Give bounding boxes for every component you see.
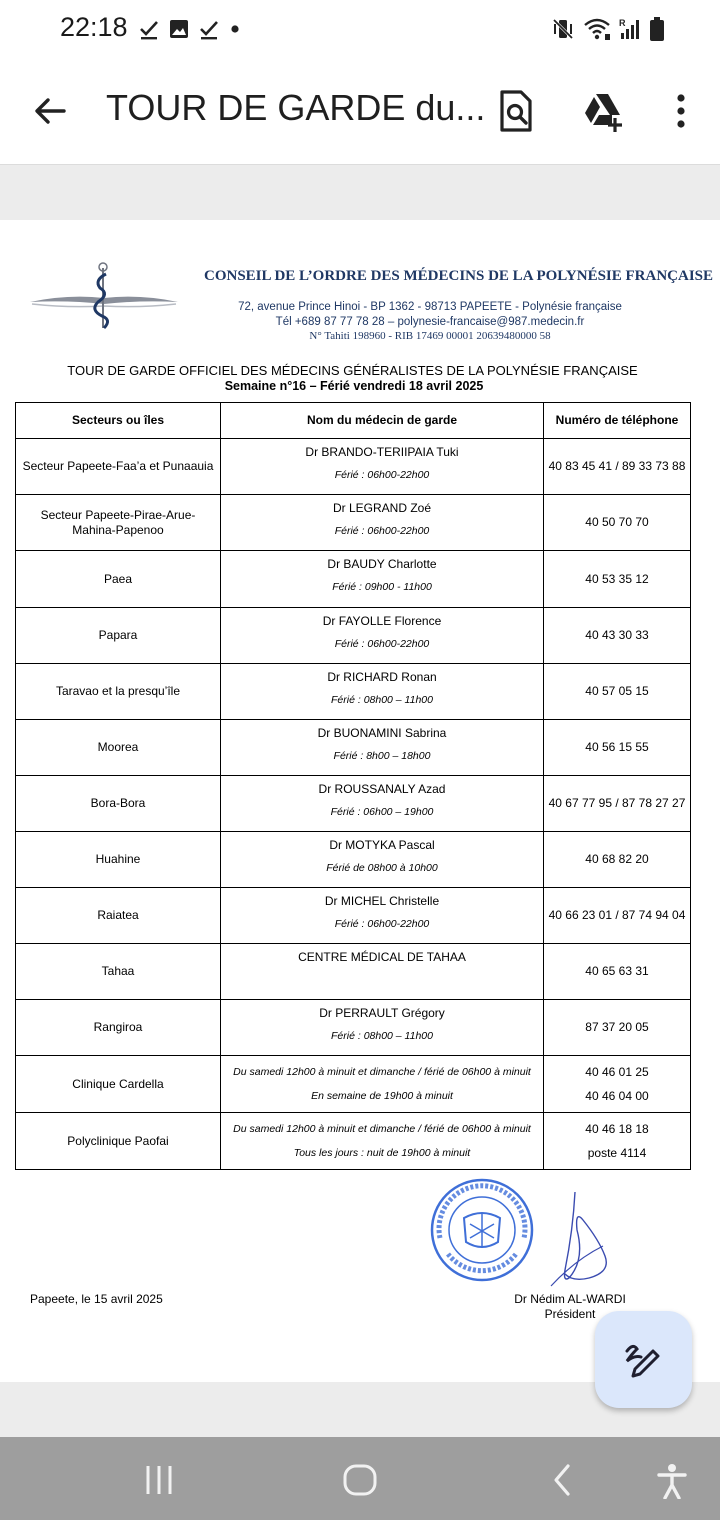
- table-row: [16, 776, 691, 832]
- hours-line: Tous les jours : nuit de 19h00 à minuit: [293, 1146, 471, 1159]
- doctor-cell: [221, 1000, 544, 1056]
- document-heading: TOUR DE GARDE OFFICIEL DES MÉDECINS GÉNÉRALISTES DE LA POLYNÉSIE FRANÇAISE: [67, 363, 638, 378]
- status-time: 22:18: [60, 12, 128, 42]
- notification-icons: [138, 16, 242, 42]
- vibrate-mute-icon: [551, 17, 575, 41]
- doctor-name: Dr MOTYKA Pascal: [329, 838, 435, 852]
- column-header: Nom du médecin de garde: [221, 403, 544, 439]
- doctor-cell: [221, 776, 544, 832]
- sector-cell: Raiatea: [16, 888, 221, 944]
- signer-name: Dr Nédim AL-WARDI: [514, 1292, 626, 1306]
- column-header: Numéro de téléphone: [544, 403, 691, 439]
- phone-cell: 40 66 23 01 / 87 74 94 04: [544, 888, 691, 944]
- back-icon[interactable]: [548, 1463, 576, 1497]
- phone-line: 40 46 01 25: [585, 1064, 649, 1079]
- table-row: [16, 888, 691, 944]
- doctor-name: Dr MICHEL Christelle: [324, 894, 440, 908]
- doctor-name: Dr FAYOLLE Florence: [322, 614, 442, 628]
- sector-cell: Huahine: [16, 832, 221, 888]
- organization-contact: Tél +689 87 77 78 28 – polynesie-francaise@987.medecin.fr: [275, 316, 585, 328]
- sector-cell: Polyclinique Paofai: [16, 1113, 221, 1170]
- wifi-icon: [583, 17, 611, 41]
- doctor-name: CENTRE MÉDICAL DE TAHAA: [298, 950, 466, 964]
- table-row: [16, 944, 691, 1000]
- duty-roster-table: [15, 402, 691, 1170]
- sector-cell: Secteur Papeete-Pirae-Arue-Mahina-Papenoo: [16, 495, 221, 551]
- sector-cell: Secteur Papeete-Faa’a et Punaauia: [16, 439, 221, 495]
- duty-hours: Férié : 8h00 – 18h00: [333, 750, 431, 762]
- table-row: [16, 664, 691, 720]
- phone-cell: 40 57 05 15: [544, 664, 691, 720]
- doctor-cell: [221, 888, 544, 944]
- app-bar: [0, 58, 720, 165]
- doctor-cell: [221, 608, 544, 664]
- sector-cell: Rangiroa: [16, 1000, 221, 1056]
- doctor-name: Dr BAUDY Charlotte: [327, 557, 437, 571]
- image-icon: [168, 18, 190, 40]
- signal-roaming-icon: [619, 17, 641, 41]
- recents-icon[interactable]: [142, 1463, 176, 1497]
- phone-cell: 40 43 30 33: [544, 608, 691, 664]
- doctor-cell: [221, 832, 544, 888]
- phone-cell: 40 68 82 20: [544, 832, 691, 888]
- hours-line: En semaine de 19h00 à minuit: [311, 1089, 453, 1102]
- table-header-row: [16, 403, 691, 439]
- column-header: Secteurs ou îles: [16, 403, 221, 439]
- table-row: [16, 1000, 691, 1056]
- document-title: TOUR DE GARDE du...: [106, 87, 486, 128]
- navigation-bar: [0, 1437, 720, 1520]
- duty-hours: Férié : 06h00-22h00: [334, 638, 430, 650]
- duty-hours: Férié : 06h00-22h00: [334, 918, 430, 930]
- add-to-drive-icon[interactable]: [582, 88, 626, 134]
- sector-cell: Taravao et la presqu’île: [16, 664, 221, 720]
- duty-hours: Férié de 08h00 à 10h00: [326, 862, 438, 874]
- hours-cell: [221, 1056, 544, 1113]
- duty-hours: Férié : 06h00 – 19h00: [330, 806, 434, 818]
- battery-icon: [649, 16, 665, 42]
- phone-cell: 40 53 35 12: [544, 551, 691, 608]
- table-row: [16, 1056, 691, 1113]
- doctor-cell: [221, 439, 544, 495]
- check-icon: [198, 18, 220, 40]
- accessibility-icon[interactable]: [656, 1463, 688, 1499]
- doctor-name: Dr BRANDO-TERIIPAIA Tuki: [305, 445, 459, 459]
- document-page: [0, 220, 720, 1382]
- doctor-cell: [221, 720, 544, 776]
- pdf-viewer[interactable]: [0, 165, 720, 1437]
- edit-pen-icon: [623, 1339, 663, 1379]
- duty-hours: Férié : 06h00-22h00: [334, 469, 430, 481]
- organization-name: CONSEIL DE L’ORDRE DES MÉDECINS DE LA POLYNÉSIE FRANÇAISE: [204, 268, 714, 284]
- sector-cell: Moorea: [16, 720, 221, 776]
- sector-cell: Bora-Bora: [16, 776, 221, 832]
- phone-cell: [544, 1056, 691, 1113]
- table-row: [16, 1113, 691, 1170]
- doctor-name: Dr ROUSSANALY Azad: [318, 782, 446, 796]
- caduceus-logo: [28, 260, 180, 332]
- organization-address: 72, avenue Prince Hinoi - BP 1362 - 98713 PAPEETE - Polynésie française: [238, 301, 622, 313]
- phone-line: 40 46 18 18: [585, 1121, 649, 1136]
- more-vert-icon[interactable]: [660, 88, 704, 134]
- duty-hours: Férié : 06h00-22h00: [334, 525, 430, 537]
- doctor-cell: [221, 664, 544, 720]
- hours-cell: [221, 1113, 544, 1170]
- signer-role: Président: [544, 1307, 596, 1321]
- phone-line: 40 46 04 00: [585, 1088, 649, 1103]
- doctor-name: Dr PERRAULT Grégory: [319, 1006, 445, 1020]
- document-subheading: Semaine n°16 – Férié vendredi 18 avril 2025: [224, 379, 484, 393]
- table-row: [16, 608, 691, 664]
- organization-bank: N° Tahiti 198960 - RIB 17469 00001 20639480000 58: [309, 330, 551, 342]
- doctor-cell: [221, 944, 544, 1000]
- hours-line: Du samedi 12h00 à minuit et dimanche / férié de 06h00 à minuit: [233, 1122, 531, 1135]
- sector-cell: Tahaa: [16, 944, 221, 1000]
- official-stamp: [430, 1178, 534, 1282]
- sector-cell: Papara: [16, 608, 221, 664]
- duty-hours: Férié : 08h00 – 11h00: [331, 694, 433, 706]
- check-icon: [138, 18, 160, 40]
- phone-line: poste 4114: [587, 1145, 647, 1160]
- duty-hours: Férié : 08h00 – 11h00: [331, 1030, 433, 1042]
- phone-cell: 40 65 63 31: [544, 944, 691, 1000]
- annotate-fab[interactable]: [595, 1311, 692, 1408]
- document-date: Papeete, le 15 avril 2025: [30, 1292, 163, 1306]
- sector-cell: Clinique Cardella: [16, 1056, 221, 1113]
- phone-cell: 87 37 20 05: [544, 1000, 691, 1056]
- table-row: [16, 439, 691, 495]
- svg-text:R: R: [619, 18, 626, 28]
- table-row: [16, 720, 691, 776]
- back-arrow-icon[interactable]: [30, 91, 70, 131]
- doctor-name: Dr LEGRAND Zoé: [332, 501, 432, 515]
- phone-cell: 40 50 70 70: [544, 495, 691, 551]
- doctor-cell: [221, 495, 544, 551]
- hours-line: Du samedi 12h00 à minuit et dimanche / férié de 06h00 à minuit: [233, 1065, 531, 1078]
- table-row: [16, 495, 691, 551]
- table-row: [16, 832, 691, 888]
- search-document-icon[interactable]: [493, 88, 537, 134]
- duty-hours: Férié : 09h00 - 11h00: [332, 581, 432, 593]
- doctor-name: Dr BUONAMINI Sabrina: [317, 726, 447, 740]
- sector-cell: Paea: [16, 551, 221, 608]
- status-bar: [0, 0, 720, 58]
- home-icon[interactable]: [342, 1463, 378, 1497]
- phone-cell: 40 83 45 41 / 89 33 73 88: [544, 439, 691, 495]
- handwritten-signature: [545, 1190, 625, 1290]
- phone-cell: 40 56 15 55: [544, 720, 691, 776]
- doctor-name: Dr RICHARD Ronan: [327, 670, 437, 684]
- doctor-cell: [221, 551, 544, 608]
- table-row: [16, 551, 691, 608]
- phone-cell: [544, 1113, 691, 1170]
- dot-icon: [228, 18, 242, 40]
- system-icons: [551, 16, 665, 42]
- phone-cell: 40 67 77 95 / 87 78 27 27: [544, 776, 691, 832]
